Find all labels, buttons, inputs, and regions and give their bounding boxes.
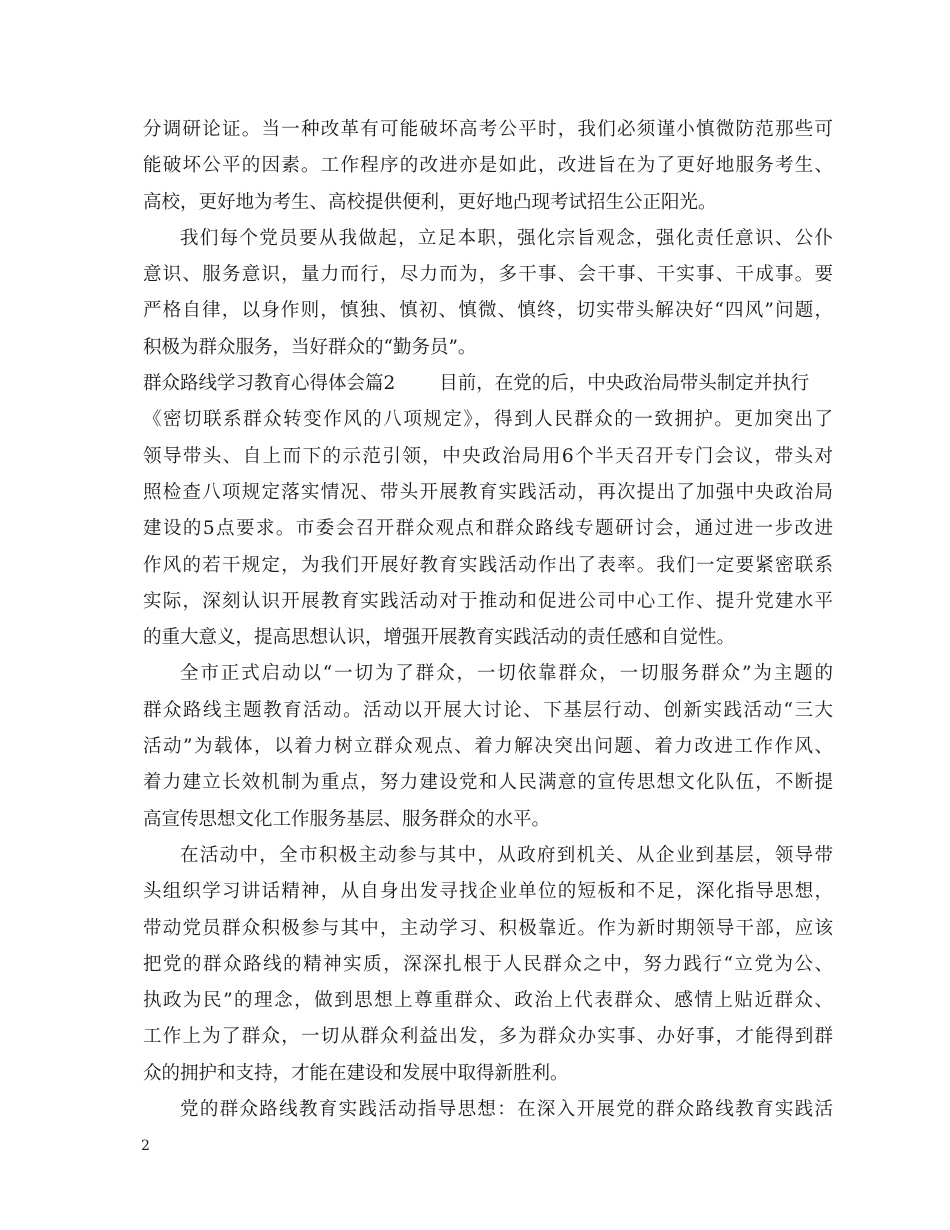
text-line: 头组织学习讲话精神，从自身出发寻找企业单位的短板和不足，深化指导思想， — [143, 881, 833, 903]
text-line: 执政为民”的理念，做到思想上尊重群众、政治上代表群众、感情上贴近群众、 — [143, 990, 833, 1012]
section-heading-line — [143, 366, 833, 402]
text-line: 把党的群众路线的精神实质，深深扎根于人民群众之中，努力践行“立党为公、 — [143, 953, 833, 975]
text-line: 高宣传思想文化工作服务基层、服务群众的水平。 — [143, 808, 551, 830]
text-line: 工作上为了群众，一切从群众利益出发，多为群众办实事、办好事，才能得到群 — [143, 1026, 833, 1048]
text-line: 作风的若干规定，为我们开展好教育实践活动作出了表率。我们一定要紧密联系 — [143, 554, 833, 576]
text-line: 建设的5点要求。市委会召开群众观点和群众路线专题研讨会，通过进一步改进 — [143, 518, 833, 540]
text-line: 《密切联系群众转变作风的八项规定》，得到人民群众的一致拥护。更加突出了 — [143, 409, 833, 431]
text-line: 我们每个党员要从我做起，立足本职，强化宗旨观念，强化责任意识、公仆 — [180, 227, 833, 249]
text-line: 目前，在党的后，中央政治局带头制定并执行 — [439, 373, 810, 395]
text-line: 高校，更好地为考生、高校提供便利，更好地凸现考试招生公正阳光。 — [143, 191, 717, 213]
text-line: 众的拥护和支持，才能在建设和发展中取得新胜利。 — [143, 1062, 569, 1084]
text-line: 的重大意义，提高思想认识，增强开展教育实践活动的责任感和自觉性。 — [143, 627, 736, 649]
text-line: 分调研论证。当一种改革有可能破坏高考公平时，我们必须谨小慎微防范那些可 — [143, 119, 833, 140]
body-text — [143, 112, 833, 1128]
page-number: 2 — [141, 1138, 150, 1154]
text-line: 意识、服务意识，量力而行，尽力而为，多干事、会干事、干实事、干成事。要 — [143, 264, 833, 286]
section-heading: 群众路线学习教育心得体会篇2 — [143, 373, 396, 395]
text-line: 群众路线主题教育活动。活动以开展大讨论、下基层行动、创新实践活动“三大 — [143, 699, 833, 721]
text-line: 活动”为载体，以着力树立群众观点、着力解决突出问题、着力改进工作作风、 — [143, 736, 833, 758]
text-line: 在活动中，全市积极主动参与其中，从政府到机关、从企业到基层，领导带 — [180, 844, 833, 866]
text-line: 实际，深刻认识开展教育实践活动对于推动和促进公司中心工作、提升党建水平 — [143, 590, 833, 612]
text-line: 领导带头、自上而下的示范引领，中央政治局用6个半天召开专门会议，带头对 — [143, 445, 833, 467]
text-line: 全市正式启动以“一切为了群众，一切依靠群众，一切服务群众”为主题的 — [180, 663, 833, 685]
text-line: 党的群众路线教育实践活动指导思想：在深入开展党的群众路线教育实践活 — [180, 1099, 833, 1121]
text-line: 着力建立长效机制为重点，努力建设党和人民满意的宣传思想文化队伍，不断提 — [143, 772, 833, 794]
text-line: 能破坏公平的因素。工作程序的改进亦是如此，改进旨在为了更好地服务考生、 — [143, 155, 833, 177]
text-line: 带动党员群众积极参与其中，主动学习、积极靠近。作为新时期领导干部，应该 — [143, 917, 833, 939]
text-line: 严格自律，以身作则，慎独、慎初、慎微、慎终，切实带头解决好“四风”问题， — [143, 300, 833, 322]
text-line: 照检查八项规定落实情况、带头开展教育实践活动，再次提出了加强中央政治局 — [143, 481, 833, 503]
text-line: 积极为群众服务，当好群众的“勤务员”。 — [143, 336, 477, 358]
